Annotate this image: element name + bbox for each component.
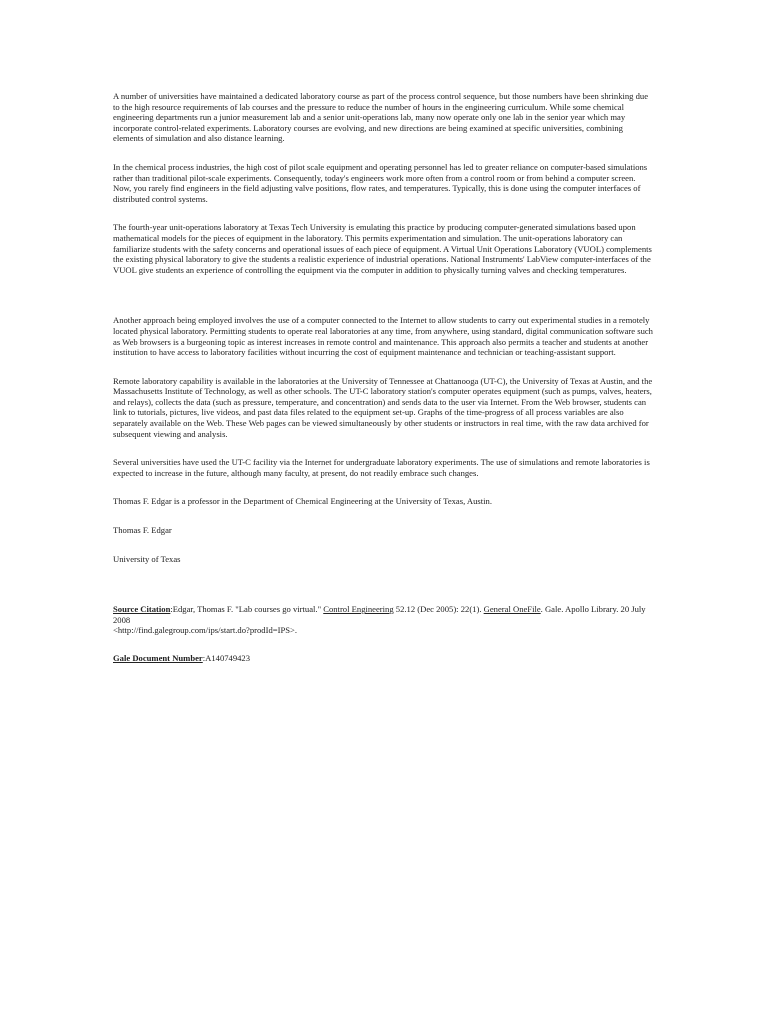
author-affiliation: University of Texas <box>113 553 181 564</box>
citation-label: Source Citation <box>113 604 171 615</box>
citation-issue: 52.12 (Dec 2005): 22(1). <box>393 604 484 615</box>
gale-label: Gale Document Number <box>113 653 203 663</box>
article-body <box>113 91 653 664</box>
paragraph-2: In the chemical process industries, the high cost of pilot scale equipment and operating personnel has led to greater reliance on computer-based simulations rather than traditional pilot-scale experiments. Consequently, today's engineers work more often from a control room or from behind a computer screen. Now, you rarely find engineers in the field adjusting valve positions, flow rates, and temperatures. Typically, this is done using the computer interfaces of distributed control systems. <box>113 161 648 204</box>
paragraph-3: The fourth-year unit-operations laboratory at Texas Tech University is emulating this practice by producing computer-generated simulations based upon mathematical models for the pieces of equipment in the laboratory. This permits experimentation and simulation. The unit-operations laboratory can familiarize students with the safety concerns and operational issues of each piece of equipment. A Virtual Unit Operations Laboratory (VUOL) complements the existing physical laboratory to give the students a realistic experience of industrial operations. National Instruments' LabView computer-interfaces of the VUOL give students an experience of controlling the equipment via the computer in addition to physically turning valves and checking temperatures. <box>113 222 652 275</box>
gale-document-number <box>113 653 653 664</box>
journal-link[interactable]: Control Engineering <box>323 604 394 615</box>
author-name: Thomas F. Edgar <box>113 525 172 536</box>
database-link[interactable]: General OneFile <box>483 604 541 615</box>
paragraph-5: Remote laboratory capability is available in the laboratories at the University of Tennessee at Chattanooga (UT-C), the University of Texas at Austin, and the Massachusetts Institute of Technology, as well as other schools. The UT-C laboratory station's computer operates equipment (such as pumps, valves, heaters, and relays), collects the data (such as pressure, temperature, and concentration) and sends data to the user via Internet. From the Web browser, students can link to tutorials, pictures, live videos, and past data files related to the equipment set-up. Graphs of the time-progress of all process variables are also separately available on the Web. These Web pages can be viewed simultaneously by other students or instructors in real time, with the raw data archived for subsequent viewing and analysis. <box>113 375 653 439</box>
citation-access: . Gale. Apollo Library. 20 July 2008 <box>113 604 646 625</box>
author-bio: Thomas F. Edgar is a professor in the Department of Chemical Engineering at the University of Texas, Austin. <box>113 496 492 507</box>
gale-value: :A140749423 <box>202 653 251 663</box>
paragraph-6: Several universities have used the UT-C facility via the Internet for undergraduate laboratory experiments. The use of simulations and remote laboratories is expected to increase in the future, although many faculty, at present, do not readily embrace such changes. <box>113 457 650 478</box>
paragraph-4: Another approach being employed involves the use of a computer connected to the Internet to allow students to carry out experimental studies in a remotely located physical laboratory. Permitting students to operate real laboratories at any time, from anywhere, using standard, digital communication software such as Web browsers is a burgeoning topic as interest increases in remote control and maintenance. This approach also permits a teacher and students at another institution to have access to laboratory facilities without incurring the cost of equipment maintenance and technician or teaching-assistant support. <box>113 315 653 358</box>
citation-url: <http://find.galegroup.com/ips/start.do?prodId=IPS>. <box>113 625 298 636</box>
paragraph-1: A number of universities have maintained a dedicated laboratory course as part of the process control sequence, but those numbers have been shrinking due to the high resource requirements of lab courses and the pressure to reduce the number of hours in the engineering curriculum. While some chemical engineering departments run a junior measurement lab and a senior unit-operations lab, many now operate only one lab in the senior year which may incorporate control-related experiments. Laboratory courses are evolving, and new directions are being examined at specific universities, combining elements of simulation and also distance learning. <box>113 91 649 144</box>
citation-author-title: :Edgar, Thomas F. "Lab courses go virtual." <box>170 604 324 615</box>
source-citation <box>113 604 653 636</box>
